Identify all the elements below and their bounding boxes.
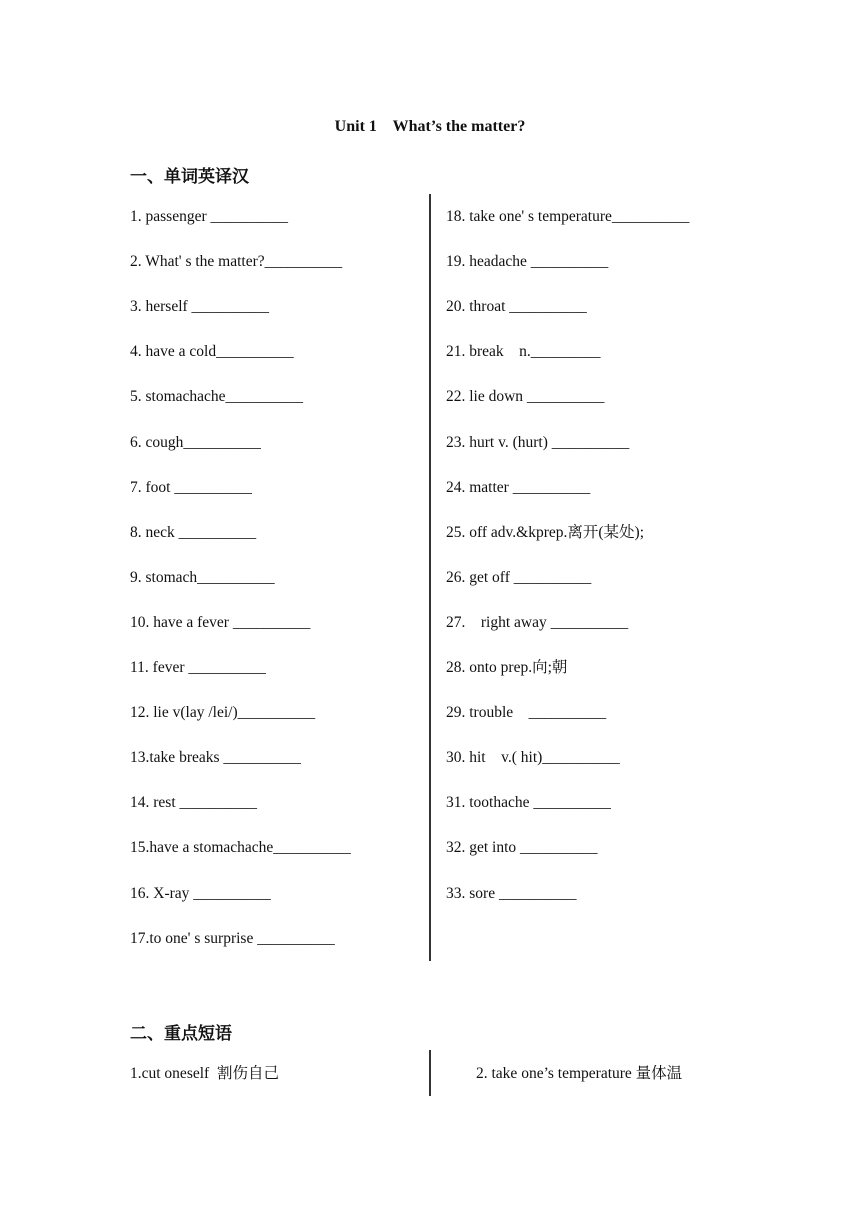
list-item: 11. fever __________ (130, 659, 266, 676)
list-item: 24. matter __________ (446, 478, 591, 496)
list-item: 9. stomach__________ (130, 568, 275, 586)
list-item: 6. cough__________ (130, 433, 261, 451)
list-item: 22. lie down __________ (446, 388, 605, 406)
list-item: 2. take one’s temperature 量体温 (476, 1065, 683, 1082)
list-item: 7. foot __________ (130, 478, 252, 496)
list-item: 29. trouble __________ (446, 704, 607, 722)
list-item: 10. have a fever __________ (130, 613, 311, 631)
list-item: 15.have a stomachache__________ (130, 839, 351, 857)
list-item: 28. onto prep.向;朝 (446, 659, 568, 676)
list-item: 16. X-ray __________ (130, 884, 271, 902)
list-item: 12. lie v(lay /lei/)__________ (130, 704, 316, 722)
list-item: 3. herself __________ (130, 298, 270, 316)
list-item: 1.cut oneself 割伤自己 (130, 1065, 279, 1082)
list-item: 30. hit v.( hit)__________ (446, 749, 620, 767)
list-item: 33. sore __________ (446, 884, 577, 902)
list-item: 19. headache __________ (446, 253, 609, 271)
list-item: 23. hurt v. (hurt) __________ (446, 433, 630, 451)
list-item: 2. What' s the matter?__________ (130, 253, 343, 271)
list-item: 17.to one' s surprise __________ (130, 929, 335, 947)
list-item: 5. stomachache__________ (130, 388, 304, 406)
list-item: 14. rest __________ (130, 794, 258, 812)
list-item: 8. neck __________ (130, 523, 257, 541)
list-item: 25. off adv.&kprep.离开(某处); (446, 523, 645, 541)
section-heading-phrases: 二、重点短语 (130, 1024, 232, 1044)
list-item: 26. get off __________ (446, 568, 592, 586)
phrases-column-divider (429, 1050, 431, 1096)
list-item: 13.take breaks __________ (130, 749, 301, 767)
column-divider (429, 194, 431, 961)
page-title: Unit 1 What’s the matter? (334, 118, 526, 135)
list-item: 21. break n._________ (446, 343, 601, 361)
list-item: 4. have a cold__________ (130, 343, 294, 361)
list-item: 20. throat __________ (446, 298, 587, 316)
list-item: 31. toothache __________ (446, 794, 611, 812)
list-item: 32. get into __________ (446, 839, 598, 857)
list-item: 1. passenger __________ (130, 208, 288, 225)
section-heading-vocabulary: 一、单词英译汉 (130, 167, 249, 187)
list-item: 18. take one' s temperature__________ (446, 208, 690, 225)
list-item: 27. right away __________ (446, 613, 629, 631)
